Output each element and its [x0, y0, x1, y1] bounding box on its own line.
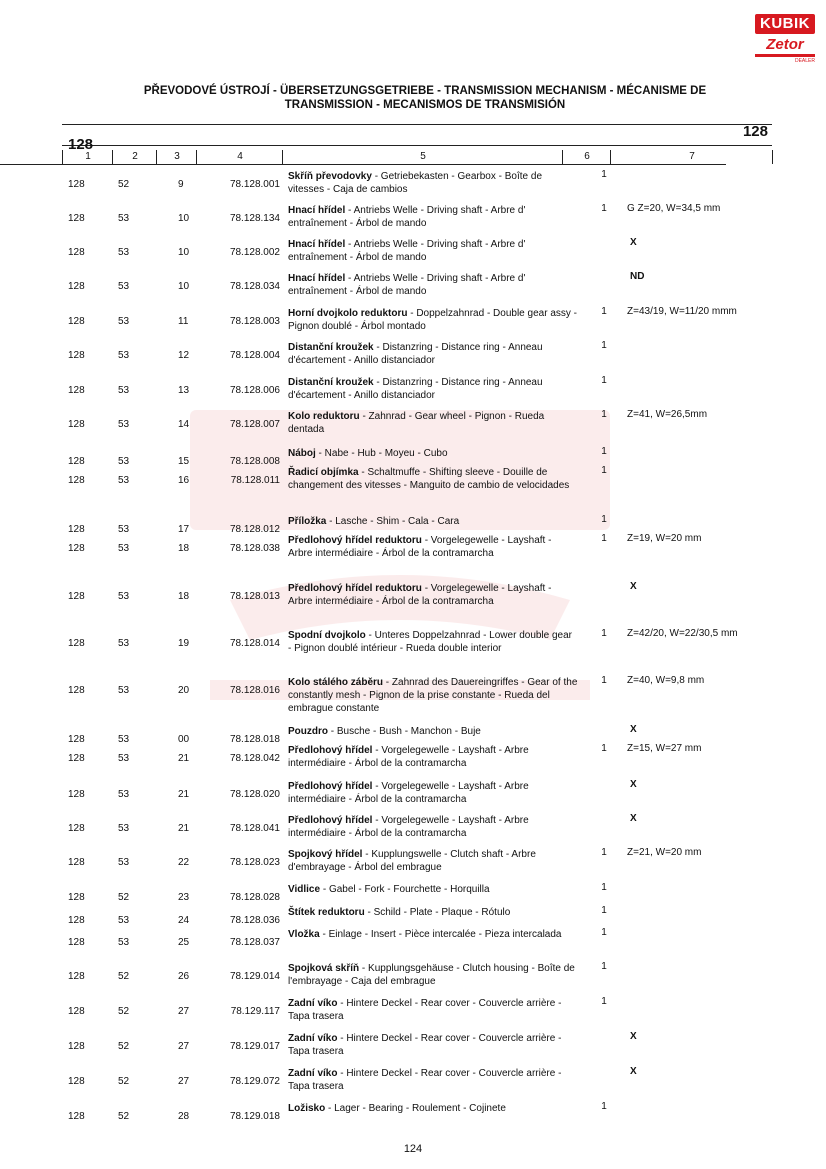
group-cell: 128 — [68, 638, 85, 649]
part-number-cell: 78.128.036 — [229, 915, 280, 926]
part-name-translations: - Vorgelegewelle - Layshaft - Arbre intermédiaire - Árbol de la contramarcha — [288, 815, 529, 839]
part-number-cell: 78.128.028 — [229, 892, 280, 903]
column-number-4: 4 — [196, 150, 283, 164]
part-name-czech: Hnací hřídel — [288, 239, 346, 250]
position-cell: 13 — [178, 385, 190, 396]
group-cell: 128 — [68, 1006, 85, 1017]
page-title — [100, 84, 750, 112]
group-cell: 128 — [68, 213, 85, 224]
part-name-translations: - Nabe - Hub - Moyeu - Cubo — [315, 448, 448, 459]
part-name-czech: Zadní víko — [288, 998, 338, 1009]
part-name-translations: - Vorgelegewelle - Layshaft - Arbre intermédiaire - Árbol de la contramarcha — [288, 745, 529, 769]
part-name-czech: Vložka — [288, 929, 320, 940]
logo-kubik-text: KUBIK — [755, 14, 815, 34]
group-cell: 128 — [68, 350, 85, 361]
subgroup-cell: 53 — [118, 281, 130, 292]
part-number-cell: 78.129.018 — [229, 1111, 280, 1122]
description-cell — [288, 962, 578, 988]
description-cell — [288, 204, 578, 230]
part-number-cell: 78.128.012 — [229, 524, 280, 535]
description-cell — [288, 272, 578, 298]
part-name-czech: Ložisko — [288, 1103, 326, 1114]
part-name-czech: Distanční kroužek — [288, 342, 374, 353]
part-name-czech: Štítek reduktoru — [288, 907, 365, 918]
part-number-cell: 78.128.023 — [229, 857, 280, 868]
part-number-cell: 78.128.016 — [229, 685, 280, 696]
note-cell: Z=42/20, W=22/30,5 mm — [627, 628, 738, 639]
position-cell: 23 — [178, 892, 190, 903]
position-cell: 25 — [178, 937, 190, 948]
part-name-translations: - Gabel - Fork - Fourchette - Horquilla — [320, 884, 490, 895]
subgroup-cell: 53 — [118, 524, 130, 535]
position-cell: 28 — [178, 1111, 190, 1122]
part-number-cell: 78.129.014 — [229, 971, 280, 982]
part-number-cell: 78.128.037 — [229, 937, 280, 948]
part-name-translations: - Antriebs Welle - Driving shaft - Arbre d' entraînement - Árbol de mando — [288, 205, 526, 229]
note-cell: Z=41, W=26,5mm — [627, 409, 708, 420]
subgroup-cell: 53 — [118, 753, 130, 764]
part-name-czech: Zadní víko — [288, 1068, 338, 1079]
quantity-cell: 1 — [601, 203, 607, 214]
part-name-czech: Pouzdro — [288, 726, 328, 737]
part-name-translations: - Vorgelegewelle - Layshaft - Arbre intermédiaire - Árbol de la contramarcha — [288, 583, 552, 607]
part-name-translations: - Hintere Deckel - Rear cover - Couvercle arrière - Tapa trasera — [288, 1033, 562, 1057]
part-name-czech: Předlohový hřídel reduktoru — [288, 535, 422, 546]
quantity-cell: 1 — [601, 927, 607, 938]
group-cell: 128 — [68, 419, 85, 430]
subgroup-cell: 53 — [118, 213, 130, 224]
description-cell — [288, 676, 578, 715]
description-cell — [288, 341, 578, 367]
position-cell: 10 — [178, 247, 190, 258]
description-cell — [288, 582, 578, 608]
group-cell: 128 — [68, 247, 85, 258]
group-cell: 128 — [68, 1076, 85, 1087]
part-name-translations: - Lager - Bearing - Roulement - Cojinete — [325, 1103, 506, 1114]
part-name-czech: Spojková skříň — [288, 963, 360, 974]
description-cell — [288, 725, 578, 738]
logo-zetor-text: Zetor — [755, 36, 815, 57]
position-cell: 10 — [178, 281, 190, 292]
quantity-cell: 1 — [601, 514, 607, 525]
part-name-czech: Distanční kroužek — [288, 377, 374, 388]
part-number-cell: 78.128.006 — [229, 385, 280, 396]
description-cell — [288, 534, 578, 560]
group-cell: 128 — [68, 937, 85, 948]
quantity-cell: 1 — [601, 340, 607, 351]
subgroup-cell: 53 — [118, 789, 130, 800]
subgroup-cell: 52 — [118, 1111, 130, 1122]
description-cell — [288, 906, 578, 919]
position-cell: 20 — [178, 685, 190, 696]
position-cell: 24 — [178, 915, 190, 926]
subgroup-cell: 52 — [118, 1006, 130, 1017]
part-name-translations: - Vorgelegewelle - Layshaft - Arbre intermédiaire - Árbol de la contramarcha — [288, 781, 529, 805]
group-cell: 128 — [68, 734, 85, 745]
column-number-7: 7 — [610, 150, 773, 164]
part-name-czech: Zadní víko — [288, 1033, 338, 1044]
note-cell: Z=21, W=20 mm — [627, 847, 702, 858]
group-cell: 128 — [68, 524, 85, 535]
subgroup-cell: 53 — [118, 247, 130, 258]
part-number-cell: 78.128.042 — [229, 753, 280, 764]
description-cell — [288, 1102, 578, 1115]
part-name-translations: - Antriebs Welle - Driving shaft - Arbre d' entraînement - Árbol de mando — [288, 273, 526, 297]
description-cell — [288, 466, 578, 492]
description-cell — [288, 515, 578, 528]
subgroup-cell: 52 — [118, 1076, 130, 1087]
quantity-cell: 1 — [601, 675, 607, 686]
quantity-cell: 1 — [601, 743, 607, 754]
note-cell: X — [630, 724, 637, 735]
group-cell: 128 — [68, 915, 85, 926]
part-name-translations: - Getriebekasten - Gearbox - Boîte de vitesses - Caja de cambios — [288, 171, 543, 195]
part-name-translations: - Lasche - Shim - Cala - Cara — [326, 516, 460, 527]
group-number-right: 128 — [742, 123, 768, 140]
quantity-cell: 1 — [601, 446, 607, 457]
part-name-translations: - Vorgelegewelle - Layshaft - Arbre intermédiaire - Árbol de la contramarcha — [288, 535, 552, 559]
group-cell: 128 — [68, 179, 85, 190]
quantity-cell: 1 — [601, 306, 607, 317]
part-name-czech: Spodní dvojkolo — [288, 630, 366, 641]
description-cell — [288, 780, 578, 806]
part-name-translations: - Hintere Deckel - Rear cover - Couvercle arrière - Tapa trasera — [288, 1068, 562, 1092]
part-name-czech: Předlohový hřídel reduktoru — [288, 583, 422, 594]
position-cell: 26 — [178, 971, 190, 982]
position-cell: 10 — [178, 213, 190, 224]
subgroup-cell: 53 — [118, 475, 130, 486]
description-cell — [288, 447, 578, 460]
part-number-cell: 78.128.007 — [229, 419, 280, 430]
column-number-2: 2 — [112, 150, 157, 164]
subgroup-cell: 53 — [118, 685, 130, 696]
subgroup-cell: 53 — [118, 591, 130, 602]
part-number-cell: 78.128.134 — [229, 213, 280, 224]
note-cell: X — [630, 581, 637, 592]
quantity-cell: 1 — [601, 169, 607, 180]
group-header-frame — [62, 124, 772, 146]
part-number-cell: 78.128.004 — [229, 350, 280, 361]
note-cell: X — [630, 1066, 637, 1077]
part-name-czech: Příložka — [288, 516, 327, 527]
quantity-cell: 1 — [601, 375, 607, 386]
description-cell — [288, 744, 578, 770]
column-number-3: 3 — [156, 150, 197, 164]
position-cell: 22 — [178, 857, 190, 868]
part-name-translations: - Zahnrad des Dauereingriffes - Gear of the constantly mesh - Pignon de la prise constante - Rueda del embrague constante — [288, 677, 578, 714]
description-cell — [288, 848, 578, 874]
quantity-cell: 1 — [601, 409, 607, 420]
position-cell: 12 — [178, 350, 190, 361]
note-cell: G Z=20, W=34,5 mm — [627, 203, 721, 214]
part-name-translations: - Kupplungswelle - Clutch shaft - Arbre d'embrayage - Árbol del embrague — [288, 849, 536, 873]
part-name-czech: Předlohový hřídel — [288, 815, 373, 826]
part-name-translations: - Einlage - Insert - Pièce intercalée - Pieza intercalada — [319, 929, 562, 940]
part-number-cell: 78.128.008 — [229, 456, 280, 467]
part-name-translations: - Kupplungsgehäuse - Clutch housing - Boîte de l'embrayage - Caja del embrague — [288, 963, 575, 987]
description-cell — [288, 1032, 578, 1058]
note-cell: Z=40, W=9,8 mm — [627, 675, 705, 686]
note-cell: ND — [630, 271, 645, 282]
description-cell — [288, 883, 578, 896]
subgroup-cell: 52 — [118, 971, 130, 982]
position-cell: 9 — [178, 179, 184, 190]
note-cell: X — [630, 779, 637, 790]
part-name-czech: Spojkový hřídel — [288, 849, 363, 860]
part-name-czech: Vidlice — [288, 884, 321, 895]
part-name-czech: Předlohový hřídel — [288, 781, 373, 792]
group-cell: 128 — [68, 543, 85, 554]
part-name-translations: - Busche - Bush - Manchon - Buje — [328, 726, 481, 737]
description-cell — [288, 170, 578, 196]
subgroup-cell: 52 — [118, 1041, 130, 1052]
part-name-czech: Předlohový hřídel — [288, 745, 373, 756]
part-name-czech: Hnací hřídel — [288, 205, 346, 216]
position-cell: 19 — [178, 638, 190, 649]
part-name-translations: - Distanzring - Distance ring - Anneau d'écartement - Anillo distanciador — [288, 342, 543, 366]
title-line-1: PŘEVODOVÉ ÚSTROJÍ - ÜBERSETZUNGSGETRIEBE - TRANSMISSION MECHANISM - MÉCANISME DE — [143, 85, 707, 97]
position-cell: 21 — [178, 753, 190, 764]
column-number-1: 1 — [62, 150, 113, 164]
part-number-cell: 78.128.001 — [229, 179, 280, 190]
column-number-6: 6 — [562, 150, 611, 164]
description-cell — [288, 238, 578, 264]
part-number-cell: 78.129.017 — [229, 1041, 280, 1052]
group-cell: 128 — [68, 456, 85, 467]
quantity-cell: 1 — [601, 1101, 607, 1112]
part-number-cell: 78.128.041 — [229, 823, 280, 834]
part-name-translations: - Antriebs Welle - Driving shaft - Arbre d' entraînement - Árbol de mando — [288, 239, 526, 263]
description-cell — [288, 629, 578, 655]
group-cell: 128 — [68, 823, 85, 834]
part-number-cell: 78.129.117 — [230, 1006, 280, 1017]
position-cell: 14 — [178, 419, 190, 430]
group-cell: 128 — [68, 385, 85, 396]
subgroup-cell: 52 — [118, 179, 130, 190]
subgroup-cell: 53 — [118, 316, 130, 327]
group-cell: 128 — [68, 971, 85, 982]
part-name-czech: Horní dvojkolo reduktoru — [288, 308, 408, 319]
group-number-left: 128 — [68, 136, 94, 153]
part-number-cell: 78.128.018 — [229, 734, 280, 745]
group-cell: 128 — [68, 789, 85, 800]
description-cell — [288, 928, 578, 941]
position-cell: 18 — [178, 591, 190, 602]
quantity-cell: 1 — [601, 882, 607, 893]
description-cell — [288, 376, 578, 402]
part-name-translations: - Schild - Plate - Plaque - Rótulo — [364, 907, 511, 918]
group-cell: 128 — [68, 475, 85, 486]
position-cell: 16 — [178, 475, 190, 486]
position-cell: 27 — [178, 1006, 190, 1017]
quantity-cell: 1 — [601, 628, 607, 639]
column-number-row — [0, 150, 726, 165]
part-name-translations: - Schaltmuffe - Shifting sleeve - Douille de changement des vitesses - Manguito de cambio de velocidades — [288, 467, 570, 491]
part-number-cell: 78.128.013 — [229, 591, 280, 602]
part-name-translations: - Unteres Doppelzahnrad - Lower double gear - Pignon doublé intérieur - Rueda double interior — [288, 630, 573, 654]
subgroup-cell: 53 — [118, 937, 130, 948]
part-name-czech: Kolo reduktoru — [288, 411, 360, 422]
part-name-czech: Kolo stálého záběru — [288, 677, 384, 688]
group-cell: 128 — [68, 1111, 85, 1122]
subgroup-cell: 53 — [118, 456, 130, 467]
part-name-translations: - Zahnrad - Gear wheel - Pignon - Rueda dentada — [288, 411, 545, 435]
position-cell: 21 — [178, 823, 190, 834]
subgroup-cell: 53 — [118, 419, 130, 430]
description-cell — [288, 307, 578, 333]
part-name-translations: - Doppelzahnrad - Double gear assy - Pignon doublé - Árbol montado — [288, 308, 577, 332]
quantity-cell: 1 — [601, 905, 607, 916]
subgroup-cell: 53 — [118, 350, 130, 361]
quantity-cell: 1 — [601, 996, 607, 1007]
part-number-cell: 78.128.014 — [229, 638, 280, 649]
title-line-2: TRANSMISSION - MECANISMOS DE TRANSMISIÓN — [284, 99, 566, 111]
group-cell: 128 — [68, 591, 85, 602]
position-cell: 21 — [178, 789, 190, 800]
group-cell: 128 — [68, 316, 85, 327]
position-cell: 18 — [178, 543, 190, 554]
note-cell: X — [630, 813, 637, 824]
note-cell: Z=43/19, W=11/20 mmm — [627, 306, 737, 317]
group-cell: 128 — [68, 753, 85, 764]
part-number-cell: 78.128.011 — [230, 475, 280, 486]
part-number-cell: 78.128.020 — [229, 789, 280, 800]
part-number-cell: 78.129.072 — [229, 1076, 280, 1087]
description-cell — [288, 814, 578, 840]
part-number-cell: 78.128.038 — [229, 543, 280, 554]
note-cell: Z=15, W=27 mm — [627, 743, 702, 754]
note-cell: X — [630, 237, 637, 248]
quantity-cell: 1 — [601, 533, 607, 544]
group-cell: 128 — [68, 1041, 85, 1052]
position-cell: 27 — [178, 1076, 190, 1087]
part-name-czech: Náboj — [288, 448, 316, 459]
position-cell: 27 — [178, 1041, 190, 1052]
subgroup-cell: 53 — [118, 638, 130, 649]
column-number-5: 5 — [282, 150, 563, 164]
subgroup-cell: 53 — [118, 385, 130, 396]
kubik-zetor-logo — [755, 14, 815, 70]
description-cell — [288, 410, 578, 436]
part-name-translations: - Distanzring - Distance ring - Anneau d'écartement - Anillo distanciador — [288, 377, 543, 401]
part-name-czech: Skříň převodovky — [288, 171, 372, 182]
position-cell: 15 — [178, 456, 190, 467]
position-cell: 11 — [178, 316, 189, 327]
subgroup-cell: 53 — [118, 734, 130, 745]
note-cell: Z=19, W=20 mm — [627, 533, 702, 544]
group-cell: 128 — [68, 685, 85, 696]
group-cell: 128 — [68, 892, 85, 903]
quantity-cell: 1 — [601, 465, 607, 476]
column-number-border — [772, 150, 773, 164]
group-cell: 128 — [68, 857, 85, 868]
logo-sub-text: DEALER — [794, 58, 815, 64]
part-number-cell: 78.128.002 — [229, 247, 280, 258]
part-number-cell: 78.128.003 — [229, 316, 280, 327]
subgroup-cell: 53 — [118, 915, 130, 926]
position-cell: 00 — [178, 734, 190, 745]
description-cell — [288, 997, 578, 1023]
note-cell: X — [630, 1031, 637, 1042]
subgroup-cell: 53 — [118, 823, 130, 834]
part-name-czech: Řadicí objímka — [288, 467, 359, 478]
subgroup-cell: 53 — [118, 543, 130, 554]
group-cell: 128 — [68, 281, 85, 292]
position-cell: 17 — [178, 524, 190, 535]
subgroup-cell: 52 — [118, 892, 130, 903]
description-cell — [288, 1067, 578, 1093]
part-name-translations: - Hintere Deckel - Rear cover - Couvercle arrière - Tapa trasera — [288, 998, 562, 1022]
quantity-cell: 1 — [601, 961, 607, 972]
part-name-czech: Hnací hřídel — [288, 273, 346, 284]
page-number: 124 — [403, 1143, 423, 1155]
quantity-cell: 1 — [601, 847, 607, 858]
subgroup-cell: 53 — [118, 857, 130, 868]
part-number-cell: 78.128.034 — [229, 281, 280, 292]
